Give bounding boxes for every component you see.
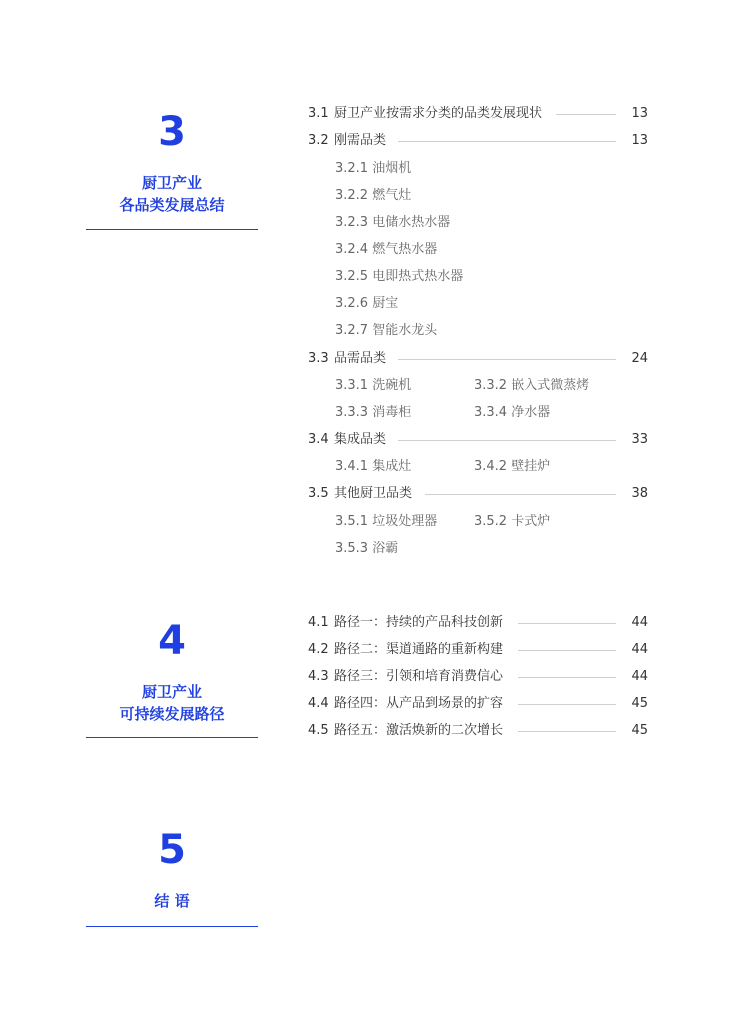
subsection-item[interactable]: 3.4.1 集成灶 xyxy=(335,459,412,474)
subsection-item[interactable]: 3.5.1 垃圾处理器 xyxy=(335,514,438,529)
section-number: 4.3 xyxy=(308,669,329,684)
subsection-item[interactable]: 3.5.2 卡式炉 xyxy=(474,514,551,529)
subsection-item[interactable]: 3.2.3 电储水热水器 xyxy=(335,215,451,230)
subsection-item[interactable]: 3.2.7 智能水龙头 xyxy=(335,323,438,338)
toc-entry-3-3[interactable] xyxy=(308,349,648,369)
section-title: 集成品类 xyxy=(334,432,387,447)
section-title: 路径五：激活焕新的二次增长 xyxy=(334,723,504,738)
toc-entry-4-2[interactable] xyxy=(308,640,648,660)
section-title: 其他厨卫品类 xyxy=(334,486,413,501)
toc-entry-3-1[interactable] xyxy=(308,104,648,124)
page-number: 44 xyxy=(631,669,648,684)
leader-line xyxy=(518,650,616,651)
leader-line xyxy=(518,731,616,732)
section-number: 3.4 xyxy=(308,432,329,447)
page-number: 13 xyxy=(631,133,648,148)
chapter-title: 结 语 xyxy=(154,892,190,910)
toc-entry-3-2[interactable] xyxy=(308,131,648,151)
chapter-number: 4 xyxy=(158,618,186,664)
chapter-divider xyxy=(86,926,258,927)
page-number: 38 xyxy=(631,486,648,501)
leader-line xyxy=(518,623,616,624)
subsection-item[interactable]: 3.2.4 燃气热水器 xyxy=(335,242,438,257)
subsection-item[interactable]: 3.2.1 油烟机 xyxy=(335,161,412,176)
section-title: 品需品类 xyxy=(334,351,387,366)
subsection-item[interactable]: 3.2.2 燃气灶 xyxy=(335,188,412,203)
chapter-5-heading xyxy=(86,827,258,912)
section-number: 4.1 xyxy=(308,615,329,630)
section-title: 厨卫产业按需求分类的品类发展现状 xyxy=(334,106,543,121)
subsection-item[interactable]: 3.3.1 洗碗机 xyxy=(335,378,412,393)
leader-line xyxy=(425,494,616,495)
section-title: 路径二：渠道通路的重新构建 xyxy=(334,642,504,657)
leader-line xyxy=(518,677,616,678)
subsection-item[interactable]: 3.3.4 净水器 xyxy=(474,405,551,420)
leader-line xyxy=(556,114,616,115)
section-number: 3.1 xyxy=(308,106,329,121)
section-number: 4.5 xyxy=(308,723,329,738)
page-number: 44 xyxy=(631,615,648,630)
toc-entry-3-5[interactable] xyxy=(308,484,648,504)
subsection-item[interactable]: 3.2.6 厨宝 xyxy=(335,296,399,311)
toc-entry-4-5[interactable] xyxy=(308,721,648,741)
chapter-number: 5 xyxy=(158,827,186,873)
section-title: 刚需品类 xyxy=(334,133,387,148)
toc-entry-4-4[interactable] xyxy=(308,694,648,714)
page-number: 45 xyxy=(631,723,648,738)
chapter-number: 3 xyxy=(158,109,186,155)
page-number: 45 xyxy=(631,696,648,711)
page-number: 33 xyxy=(631,432,648,447)
section-number: 4.2 xyxy=(308,642,329,657)
page-number: 13 xyxy=(631,106,648,121)
leader-line xyxy=(518,704,616,705)
section-title: 路径三：引领和培育消费信心 xyxy=(334,669,504,684)
chapter-title: 厨卫产业 各品类发展总结 xyxy=(119,174,225,214)
subsection-item[interactable]: 3.5.3 浴霸 xyxy=(335,541,399,556)
leader-line xyxy=(398,440,616,441)
chapter-title: 厨卫产业 可持续发展路径 xyxy=(119,683,225,723)
subsection-item[interactable]: 3.3.2 嵌入式微蒸烤 xyxy=(474,378,590,393)
section-title: 路径一：持续的产品科技创新 xyxy=(334,615,504,630)
section-title: 路径四：从产品到场景的扩容 xyxy=(334,696,504,711)
page-number: 44 xyxy=(631,642,648,657)
subsection-item[interactable]: 3.4.2 壁挂炉 xyxy=(474,459,551,474)
section-number: 3.3 xyxy=(308,351,329,366)
chapter-divider xyxy=(86,229,258,230)
subsection-item[interactable]: 3.2.5 电即热式热水器 xyxy=(335,269,464,284)
page-number: 24 xyxy=(631,351,648,366)
subsection-item[interactable]: 3.3.3 消毒柜 xyxy=(335,405,412,420)
section-number: 3.2 xyxy=(308,133,329,148)
chapter-3-heading xyxy=(86,109,258,216)
toc-entry-4-1[interactable] xyxy=(308,613,648,633)
chapter-divider xyxy=(86,737,258,738)
chapter-4-heading xyxy=(86,618,258,725)
section-number: 3.5 xyxy=(308,486,329,501)
toc-entry-3-4[interactable] xyxy=(308,430,648,450)
section-number: 4.4 xyxy=(308,696,329,711)
leader-line xyxy=(398,359,616,360)
leader-line xyxy=(398,141,616,142)
toc-entry-4-3[interactable] xyxy=(308,667,648,687)
